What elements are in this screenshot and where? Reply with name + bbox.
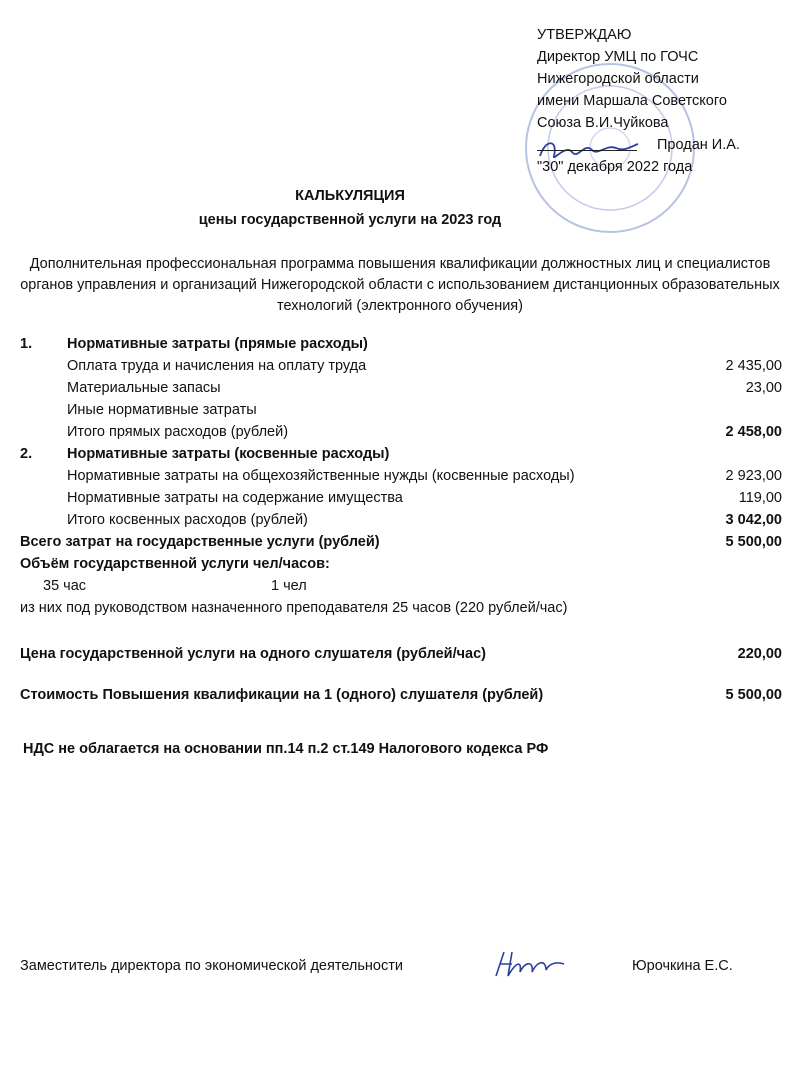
program-description: Дополнительная профессиональная программа повышения квалификации должностных лиц и специалистов органов управления и организаций Нижегородской области с использованием дистанционных образовательных технологий (электронного обучения) — [20, 256, 780, 314]
volume-row — [20, 575, 782, 597]
row-label: Всего затрат на государственные услуги (рублей) — [20, 534, 380, 550]
volume-heading — [20, 553, 782, 575]
approval-signer: Продан И.А. — [657, 137, 740, 153]
row-label: Материальные запасы — [67, 380, 221, 396]
table-row — [20, 399, 782, 421]
table-row — [20, 465, 782, 487]
row-value: 23,00 — [745, 380, 782, 396]
row-value: 2 458,00 — [725, 424, 782, 440]
approval-line: УТВЕРЖДАЮ — [537, 27, 632, 43]
price-value: 220,00 — [737, 646, 782, 662]
row-value: 119,00 — [738, 490, 782, 506]
deputy-signature — [490, 946, 570, 982]
table-row — [20, 355, 782, 377]
note-row — [20, 597, 782, 619]
cost-row — [20, 684, 782, 706]
signature-underline — [537, 150, 637, 151]
row-value: 5 500,00 — [725, 534, 782, 550]
row-label: Иные нормативные затраты — [67, 402, 257, 418]
title-line: цены государственной услуги на 2023 год — [198, 212, 502, 228]
row-label: Итого косвенных расходов (рублей) — [67, 512, 308, 528]
row-label: Итого прямых расходов (рублей) — [67, 424, 289, 440]
row-number: 1. — [20, 336, 33, 352]
row-number: 2. — [20, 446, 33, 462]
row-value: 2 923,00 — [725, 468, 782, 484]
table-row — [20, 333, 782, 355]
footer-position: Заместитель директора по экономической деятельности — [20, 958, 403, 974]
approval-line: Нижегородской области — [537, 71, 699, 87]
total-row — [20, 531, 782, 553]
row-label: Нормативные затраты на общехозяйственные нужды (косвенные расходы) — [67, 468, 575, 484]
vat-note — [23, 738, 785, 760]
table-row — [20, 377, 782, 399]
approval-line: Директор УМЦ по ГОЧС — [537, 49, 699, 65]
table-row — [20, 487, 782, 509]
document-title — [0, 184, 700, 232]
price-label: Цена государственной услуги на одного слушателя (рублей/час) — [20, 646, 486, 662]
approval-block — [537, 24, 740, 178]
cost-value: 5 500,00 — [725, 687, 782, 703]
row-label: Нормативные затраты на содержание имущества — [67, 490, 403, 506]
volume-hours: 35 час — [43, 578, 87, 594]
cost-label: Стоимость Повышения квалификации на 1 (одного) слушателя (рублей) — [20, 687, 544, 703]
volume-persons: 1 чел — [271, 578, 307, 594]
row-value: 2 435,00 — [725, 358, 782, 374]
row-label: Оплата труда и начисления на оплату труда — [67, 358, 367, 374]
approval-line: Союза В.И.Чуйкова — [537, 115, 669, 131]
approval-date: "30" декабря 2022 года — [537, 159, 693, 175]
row-value: 3 042,00 — [725, 512, 782, 528]
row-label: Нормативные затраты (прямые расходы) — [67, 336, 368, 352]
footer-name: Юрочкина Е.С. — [632, 958, 733, 974]
row-label: Нормативные затраты (косвенные расходы) — [67, 446, 390, 462]
title-line: КАЛЬКУЛЯЦИЯ — [295, 188, 405, 204]
approval-line: имени Маршала Советского — [537, 93, 727, 109]
vat-text: НДС не облагается на основании пп.14 п.2 ст.149 Налогового кодекса РФ — [23, 741, 549, 757]
table-row — [20, 443, 782, 465]
note-text: из них под руководством назначенного преподавателя 25 часов (220 рублей/час) — [20, 600, 568, 616]
price-row — [20, 643, 782, 665]
table-row — [20, 509, 782, 531]
row-label: Объём государственной услуги чел/часов: — [20, 556, 330, 572]
table-row — [20, 421, 782, 443]
